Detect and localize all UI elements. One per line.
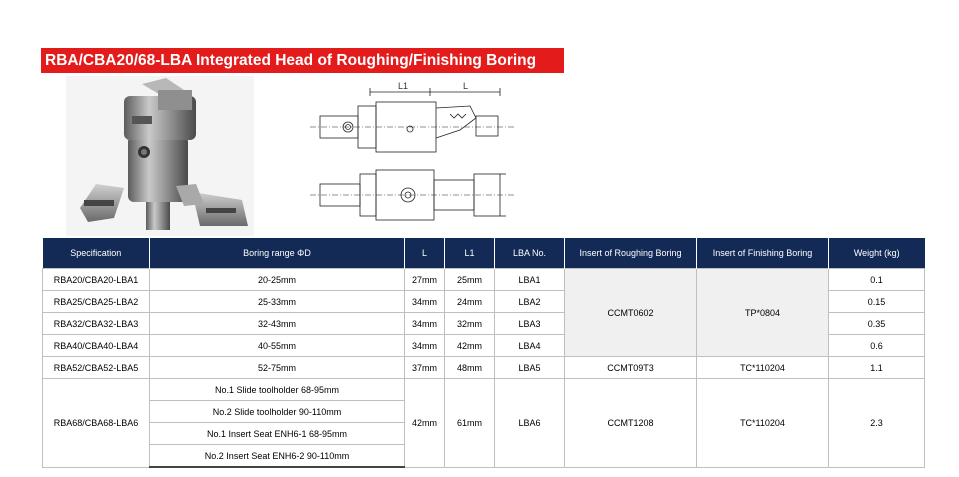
cell-range: 40-55mm (150, 335, 405, 357)
cell-l: 34mm (405, 291, 445, 313)
cell-range: 20-25mm (150, 269, 405, 291)
header-specification: Specification (43, 238, 150, 269)
table-row (43, 379, 925, 401)
cell-range: No.2 Slide toolholder 90-110mm (150, 401, 405, 423)
cell-l1: 61mm (445, 379, 495, 468)
cell-lba: LBA6 (495, 379, 565, 468)
cell-roughing-insert: CCMT1208 (565, 379, 697, 468)
cell-range: 25-33mm (150, 291, 405, 313)
cell-l: 42mm (405, 379, 445, 468)
cell-l1: 48mm (445, 357, 495, 379)
page-title: RBA/CBA20/68-LBA Integrated Head of Roughing/Finishing Boring (41, 48, 564, 73)
dimension-label-l1: L1 (398, 81, 409, 91)
cell-finishing-insert: TC*110204 (697, 379, 829, 468)
header-roughing-insert: Insert of Roughing Boring (565, 238, 697, 269)
cell-finishing-insert: TC*110204 (697, 357, 829, 379)
cell-weight: 0.35 (829, 313, 925, 335)
cell-spec: RBA68/CBA68-LBA6 (43, 379, 150, 468)
cell-spec: RBA20/CBA20-LBA1 (43, 269, 150, 291)
cell-range: No.1 Insert Seat ENH6-1 68-95mm (150, 423, 405, 445)
cell-weight: 0.1 (829, 269, 925, 291)
header-l: L (405, 238, 445, 269)
cell-lba: LBA4 (495, 335, 565, 357)
cell-l: 27mm (405, 269, 445, 291)
specification-table (42, 238, 925, 468)
cell-weight: 0.15 (829, 291, 925, 313)
cell-l: 34mm (405, 313, 445, 335)
cell-l1: 42mm (445, 335, 495, 357)
technical-drawing (300, 78, 550, 238)
cell-l: 34mm (405, 335, 445, 357)
header-finishing-insert: Insert of Finishing Boring (697, 238, 829, 269)
boring-head-photo (66, 76, 254, 236)
cell-range: No.2 Insert Seat ENH6-2 90-110mm (150, 445, 405, 468)
cell-lba: LBA2 (495, 291, 565, 313)
cell-lba: LBA5 (495, 357, 565, 379)
cell-lba: LBA1 (495, 269, 565, 291)
cell-l1: 32mm (445, 313, 495, 335)
header-boring-range: Boring range ΦD (150, 238, 405, 269)
dimension-label-l: L (463, 81, 469, 91)
cell-roughing-insert-group: CCMT0602 (565, 269, 697, 357)
cell-weight: 0.6 (829, 335, 925, 357)
cell-roughing-insert: CCMT09T3 (565, 357, 697, 379)
cell-range: No.1 Slide toolholder 68-95mm (150, 379, 405, 401)
cell-spec: RBA52/CBA52-LBA5 (43, 357, 150, 379)
cell-weight: 1.1 (829, 357, 925, 379)
cell-l1: 25mm (445, 269, 495, 291)
cell-l1: 24mm (445, 291, 495, 313)
table-row (43, 269, 925, 291)
cell-spec: RBA40/CBA40-LBA4 (43, 335, 150, 357)
cell-spec: RBA32/CBA32-LBA3 (43, 313, 150, 335)
header-lba-no: LBA No. (495, 238, 565, 269)
header-l1: L1 (445, 238, 495, 269)
cell-range: 52-75mm (150, 357, 405, 379)
cell-weight: 2.3 (829, 379, 925, 468)
table-header-row (43, 238, 925, 269)
header-weight: Weight (kg) (829, 238, 925, 269)
cell-l: 37mm (405, 357, 445, 379)
cell-finishing-insert-group: TP*0804 (697, 269, 829, 357)
table-row (43, 357, 925, 379)
cell-spec: RBA25/CBA25-LBA2 (43, 291, 150, 313)
cell-lba: LBA3 (495, 313, 565, 335)
cell-range: 32-43mm (150, 313, 405, 335)
